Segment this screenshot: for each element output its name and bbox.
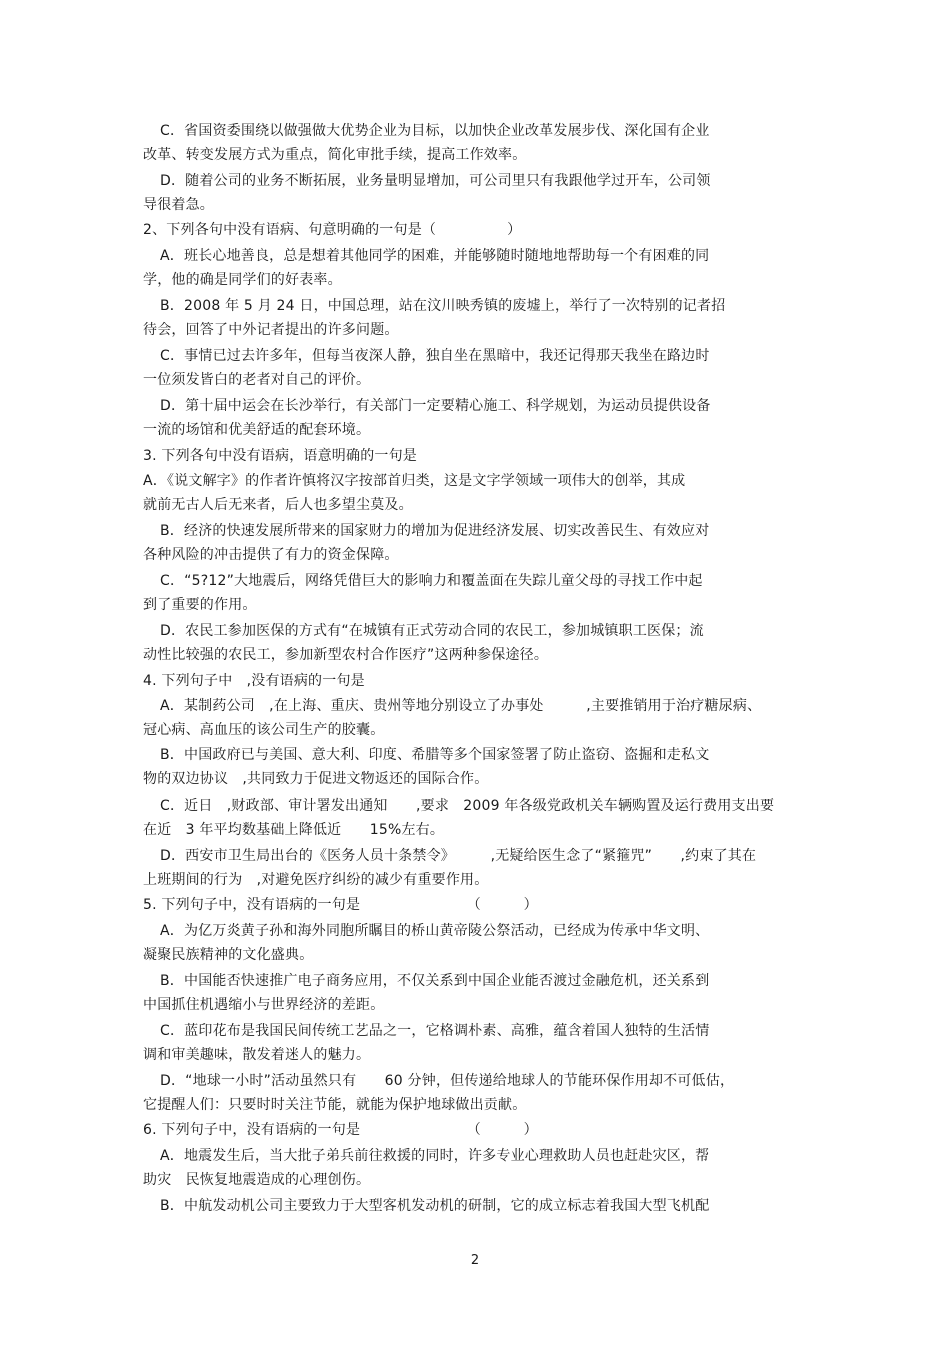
text-line: C．蓝印花布是我国民间传统工艺品之一，它格调朴素、高雅，蕴含着国人独特的生活情 — [160, 1023, 710, 1039]
text-line: A．班长心地善良，总是想着其他同学的困难，并能够随时随地地帮助每一个有困难的同 — [160, 248, 710, 264]
question-heading: 6. 下列句子中，没有语病的一句是 （ ） — [143, 1122, 538, 1138]
text-line: 一流的场馆和优美舒适的配套环境。 — [143, 422, 371, 438]
text-line: 物的双边协议 ,共同致力于促进文物返还的国际合作。 — [143, 771, 489, 787]
text-line: 一位须发皆白的老者对自己的评价。 — [143, 372, 371, 388]
text-line: D．随着公司的业务不断拓展，业务量明显增加，可公司里只有我跟他学过开车，公司领 — [160, 173, 711, 189]
question-heading: 3. 下列各句中没有语病，语意明确的一句是 — [143, 448, 418, 464]
text-line: B．中航发动机公司主要致力于大型客机发动机的研制，它的成立标志着我国大型飞机配 — [160, 1198, 710, 1214]
text-line: B．经济的快速发展所带来的国家财力的增加为促进经济发展、切实改善民生、有效应对 — [160, 523, 710, 539]
text-line: 凝聚民族精神的文化盛典。 — [143, 947, 314, 963]
text-line: C．省国资委围绕以做强做大优势企业为目标，以加快企业改革发展步伐、深化国有企业 — [160, 123, 710, 139]
text-line: C．近日 ,财政部、审计署发出通知 ,要求 2009 年各级党政机关车辆购置及运行费用支出要 — [160, 798, 775, 814]
text-line: A．《说文解字》的作者许慎将汉字按部首归类，这是文字学领域一项伟大的创举，其成 — [143, 473, 686, 489]
text-line: D．“地球一小时”活动虽然只有 60 分钟，但传递给地球人的节能环保作用却不可低估， — [160, 1073, 735, 1089]
question-heading: 5. 下列句子中，没有语病的一句是 （ ） — [143, 897, 538, 913]
text-line: A．地震发生后，当大批子弟兵前往救援的同时，许多专业心理救助人员也赶赴灾区，帮 — [160, 1148, 710, 1164]
text-line: 冠心病、高血压的该公司生产的胶囊。 — [143, 722, 385, 738]
text-line: D．西安市卫生局出台的《医务人员十条禁令》 ,无疑给医生念了“紧箍咒” ,约束了其在 — [160, 848, 757, 864]
text-line: C．事情已过去许多年，但每当夜深人静，独自坐在黑暗中，我还记得那天我坐在路边时 — [160, 348, 710, 364]
question-heading: 2、下列各句中没有语病、句意明确的一句是（ ） — [143, 222, 522, 238]
text-line: D．农民工参加医保的方式有“在城镇有正式劳动合同的农民工，参加城镇职工医保；流 — [160, 623, 704, 639]
text-line: 各种风险的冲击提供了有力的资金保障。 — [143, 547, 399, 563]
text-line: A．某制药公司 ,在上海、重庆、贵州等地分别设立了办事处 ,主要推销用于治疗糖尿病、 — [160, 698, 762, 714]
text-line: 学，他的确是同学们的好表率。 — [143, 272, 342, 288]
text-line: 中国抓住机遇缩小与世界经济的差距。 — [143, 997, 385, 1013]
text-line: 到了重要的作用。 — [143, 597, 257, 613]
text-line: 上班期间的行为 ,对避免医疗纠纷的减少有重要作用。 — [143, 872, 489, 888]
text-line: B．中国政府已与美国、意大利、印度、希腊等多个国家签署了防止盗窃、盗掘和走私文 — [160, 747, 710, 763]
question-heading: 4. 下列句子中 ,没有语病的一句是 — [143, 673, 365, 689]
text-line: 改革、转变发展方式为重点，简化审批手续，提高工作效率。 — [143, 147, 527, 163]
text-line: 助灾 民恢复地震造成的心理创伤。 — [143, 1172, 371, 1188]
text-line: 它提醒人们：只要时时关注节能，就能为保护地球做出贡献。 — [143, 1097, 527, 1113]
text-line: 动性比较强的农民工，参加新型农村合作医疗”这两种参保途径。 — [143, 647, 549, 663]
text-line: D．第十届中运会在长沙举行，有关部门一定要精心施工、科学规划，为运动员提供设备 — [160, 398, 711, 414]
text-line: 在近 3 年平均数基础上降低近 15%左右。 — [143, 822, 445, 838]
text-line: B．中国能否快速推广电子商务应用，不仅关系到中国企业能否渡过金融危机，还关系到 — [160, 973, 710, 989]
text-line: 导很着急。 — [143, 197, 214, 213]
page-number: 2 — [470, 1253, 480, 1268]
text-line: A．为亿万炎黄子孙和海外同胞所瞩目的桥山黄帝陵公祭活动，已经成为传承中华文明、 — [160, 923, 710, 939]
text-line: 调和审美趣味，散发着迷人的魅力。 — [143, 1047, 371, 1063]
text-line: 就前无古人后无来者，后人也多望尘莫及。 — [143, 497, 413, 513]
text-line: B．2008 年 5 月 24 日，中国总理，站在汶川映秀镇的废墟上，举行了一次特别的记者招 — [160, 298, 726, 314]
text-line: C．“5?12”大地震后，网络凭借巨大的影响力和覆盖面在失踪儿童父母的寻找工作中起 — [160, 573, 703, 589]
text-line: 待会，回答了中外记者提出的许多问题。 — [143, 322, 399, 338]
